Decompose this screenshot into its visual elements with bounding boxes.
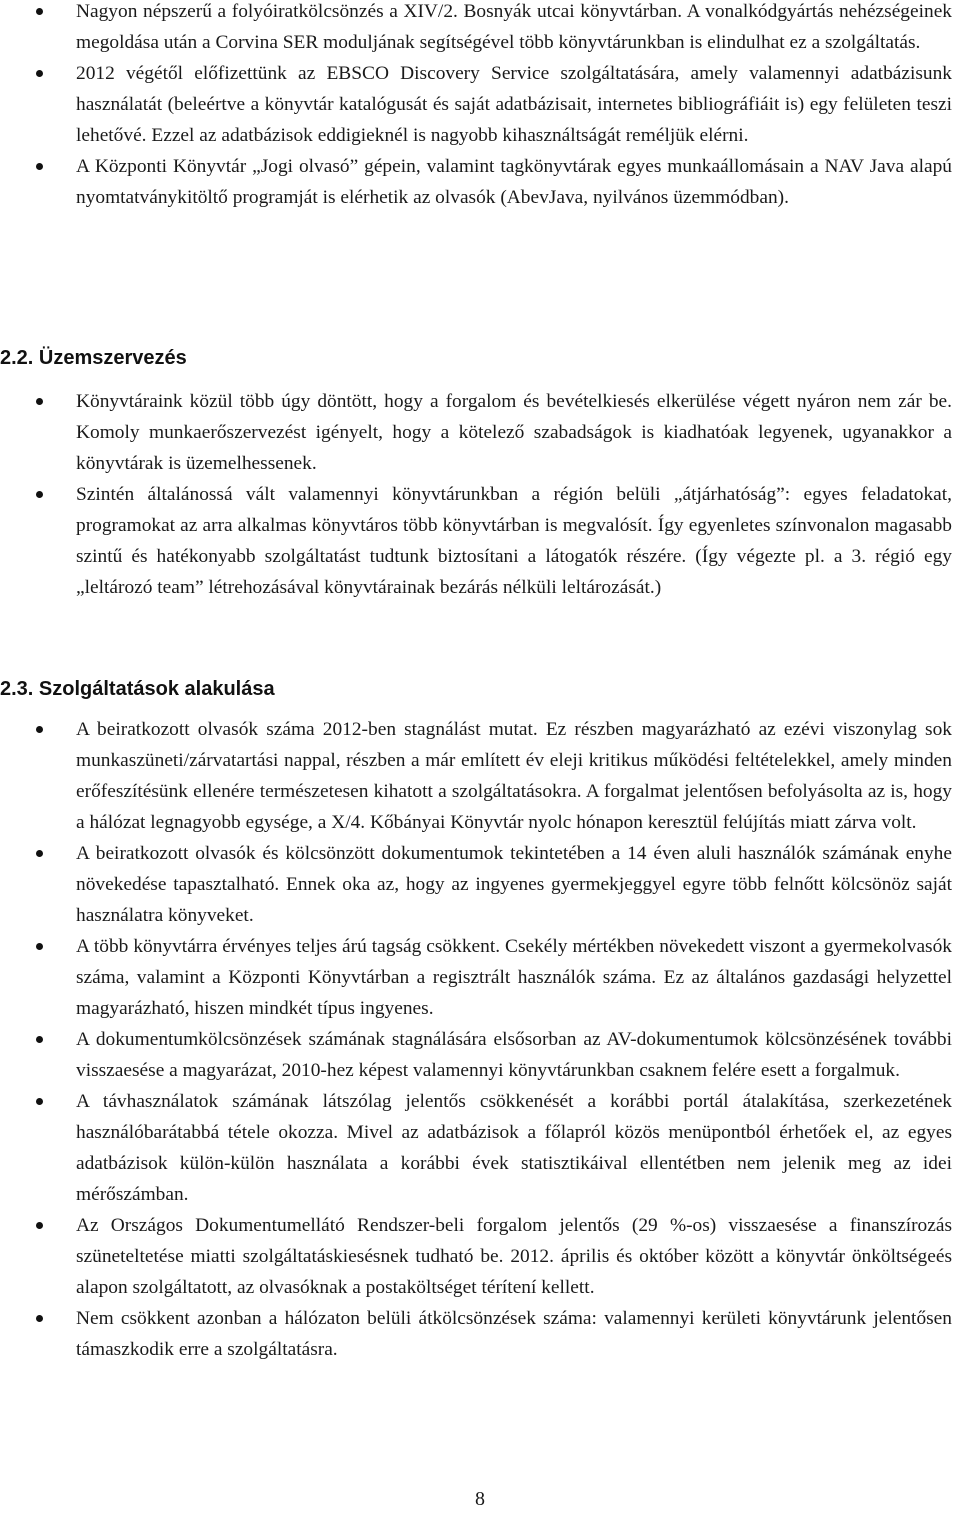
list-item [0,1024,956,1086]
list-item [0,931,956,1024]
bullet-icon [36,1222,43,1229]
list-item [0,386,956,479]
list-item [0,1303,956,1365]
list-item-text: Nem csökkent azonban a hálózaton belüli átkölcsönzések száma: valamennyi kerületi könyvtárunk jelentősen támaszkodik erre a szolgáltatásra. [76,1308,952,1360]
bullet-icon [36,163,43,170]
bullet-icon [36,8,43,15]
list-item [0,838,956,931]
list-item-text: A távhasználatok számának látszólag jelentős csökkenését a korábbi portál átalakítása, szerkezetének használóbarátabbá tétele okozza. Mivel az adatbázisok a főlapról közös menüpontból érhetőek el, az egyes adatbázisok külön-külön használata a korábbi évek statisztikáival ellentétben nem jelenik meg az idei mérőszámban. [76,1091,952,1205]
list-item-text: A beiratkozott olvasók száma 2012-ben stagnálást mutat. Ez részben magyarázható az ezévi viszonylag sok munkaszüneti/zárvatartási nappal, részben a már említett év eleji kritikus működési feltételekkel, amely minden erőfeszítésünk ellenére természetesen kihatott a szolgáltatásokra. A forgalmat jelentősen befolyásolta az is, hogy a hálózat legnagyobb egysége, a X/4. Kőbányai Könyvtár nyolc hónapon keresztül felújítás miatt zárva volt. [76,719,952,833]
list-item [0,479,956,603]
list-item-text: A beiratkozott olvasók és kölcsönzött dokumentumok tekintetében a 14 éven aluli használók számának enyhe növekedése tapasztalható. Ennek oka az, hogy az ingyenes gyermekjeggyel egyre több felnőtt kölcsönöz saját használatra könyveket. [76,843,952,926]
list-item-text: Könyvtáraink közül több úgy döntött, hogy a forgalom és bevételkiesés elkerülése végett nyáron nem zár be. Komoly munkaerőszervezést igényelt, hogy a kötelező szabadságok is kiadhatóak legyenek, ugyanakkor a könyvtárak is üzemelhessenek. [76,391,952,474]
section-heading-2-2: 2.2. Üzemszervezés [0,347,187,369]
list-item [0,1086,956,1210]
list-item [0,151,956,213]
bullet-icon [36,850,43,857]
list-item-text: 2012 végétől előfizettünk az EBSCO Discovery Service szolgáltatására, amely valamennyi adatbázisunk használatát (beleértve a könyvtár katalógusát és saját adatbázisait, internetes bibliográfiáit is) egy felületen teszi lehetővé. Ezzel az adatbázisok eddigieknél is nagyobb kihasználtságát reméljük elérni. [76,63,952,146]
bullet-icon [36,726,43,733]
bullet-icon [36,491,43,498]
bullet-icon [36,1315,43,1322]
bullet-icon [36,70,43,77]
bullet-icon [36,943,43,950]
section-heading-2-3: 2.3. Szolgáltatások alakulása [0,678,275,700]
section-2-3-bullet-list [0,714,956,1365]
list-item [0,1210,956,1303]
list-item [0,714,956,838]
list-item-text: A Központi Könyvtár „Jogi olvasó” gépein, valamint tagkönyvtárak egyes munkaállomásain a NAV Java alapú nyomtatványkitöltő programját is elérhetik az olvasók (AbevJava, nyilvános üzemmódban). [76,156,952,208]
list-item-text: Nagyon népszerű a folyóiratkölcsönzés a XIV/2. Bosnyák utcai könyvtárban. A vonalkódgyártás nehézségeinek megoldása után a Corvina SER moduljának segítségével több könyvtárunkban is elindulhat ez a szolgáltatás. [76,1,952,53]
section-2-2-bullet-list [0,386,956,603]
bullet-icon [36,1036,43,1043]
page-number: 8 [475,1488,485,1510]
list-item [0,0,956,58]
list-item-text: A dokumentumkölcsönzések számának stagnálására elsősorban az AV-dokumentumok kölcsönzésének további visszaesése a magyarázat, 2010-hez képest valamennyi könyvtárunkban csaknem felére esett a forgalmuk. [76,1029,952,1081]
list-item-text: Az Országos Dokumentumellátó Rendszer-beli forgalom jelentős (29 %-os) visszaesése a finanszírozás szüneteltetése miatti szolgáltatáskiesésnek tudható be. 2012. április és október között a könyvtár önköltségeés alapon szolgáltatott, az olvasóknak a postaköltséget térítení kellett. [76,1215,952,1298]
list-item-text: Szintén általánossá vált valamennyi könyvtárunkban a régión belüli „átjárhatóság”: egyes feladatokat, programokat az arra alkalmas könyvtáros több könyvtárban is megvalósít. Így egyenletes színvonalon magasabb szintű és hatékonyabb szolgáltatást tudtunk biztosítani a látogatók részére. (Így végezte pl. a 3. régió egy „leltározó team” létrehozásával könyvtárainak bezárás nélküli leltározását.) [76,484,952,598]
top-bullet-list [0,0,956,213]
bullet-icon [36,1098,43,1105]
list-item-text: A több könyvtárra érvényes teljes árú tagság csökkent. Csekély mértékben növekedett viszont a gyermekolvasók száma, valamint a Központi Könyvtárban a regisztrált használók száma. Ez az általános gazdasági helyzettel magyarázható, hiszen mindkét típus ingyenes. [76,936,952,1019]
list-item [0,58,956,151]
bullet-icon [36,398,43,405]
